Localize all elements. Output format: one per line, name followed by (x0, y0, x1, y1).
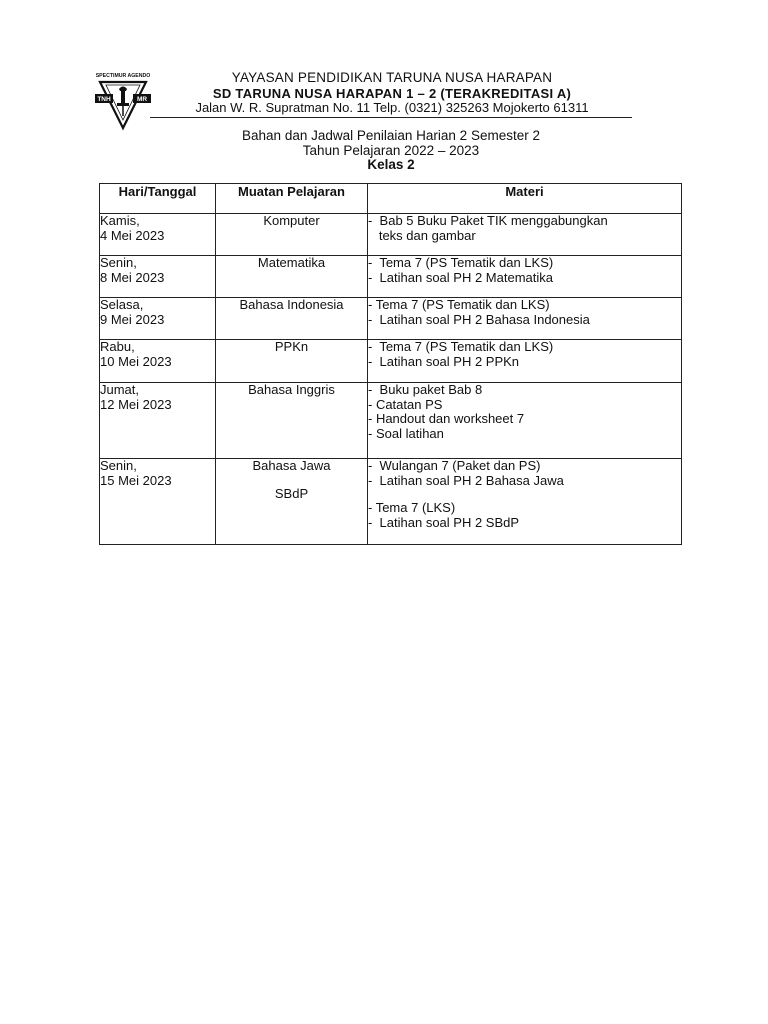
day-date-cell (100, 383, 216, 459)
day-date-cell (100, 298, 216, 340)
materi-item: - Catatan PS (368, 396, 443, 412)
materi-item: - Latihan soal PH 2 PPKn (368, 353, 520, 369)
school-name: SD TARUNA NUSA HARAPAN 1 – 2 (TERAKREDITASI A) (212, 86, 572, 101)
day-date-cell (100, 340, 216, 383)
materi-item: - Handout dan worksheet 7 (368, 411, 525, 426)
materi-item: teks dan gambar (368, 227, 476, 243)
day-name: Senin, (100, 458, 137, 473)
materi-item: - Tema 7 (PS Tematik dan LKS) (368, 297, 550, 312)
subject-name: SBdP (274, 485, 309, 501)
class-label: Kelas 2 (367, 157, 415, 172)
day-date-cell (100, 256, 216, 298)
school-address: Jalan W. R. Supratman No. 11 Telp. (0321) 325263 Mojokerto 61311 (195, 100, 589, 115)
subject-cell: PPKn (216, 340, 368, 383)
date: 8 Mei 2023 (100, 269, 165, 285)
table-row (100, 340, 682, 383)
materi-cell (368, 214, 682, 256)
materi-item: - Tema 7 (PS Tematik dan LKS) (368, 339, 554, 354)
header-subject: Muatan Pelajaran (216, 184, 368, 214)
materi-cell (368, 298, 682, 340)
header-materi: Materi (368, 184, 682, 214)
table-row (100, 383, 682, 459)
materi-item: - Latihan soal PH 2 Bahasa Indonesia (368, 311, 590, 327)
day-name: Jumat, (100, 382, 140, 397)
materi-item: - Tema 7 (PS Tematik dan LKS) (368, 255, 554, 270)
table-header-row (100, 184, 682, 214)
school-logo (92, 70, 154, 132)
day-name: Rabu, (100, 339, 135, 354)
materi-item: - Tema 7 (LKS) (368, 500, 456, 515)
day-date-cell (100, 214, 216, 256)
document-title: Bahan dan Jadwal Penilaian Harian 2 Semester 2 (242, 128, 540, 143)
materi-item: - Buku paket Bab 8 (368, 382, 483, 397)
subject-cell: Bahasa Inggris (216, 383, 368, 459)
materi-cell (368, 383, 682, 459)
materi-cell (368, 340, 682, 383)
logo-motto: SPECTIMUR AGENDO (95, 73, 151, 79)
table-row (100, 459, 682, 545)
date: 4 Mei 2023 (100, 227, 165, 243)
date: 9 Mei 2023 (100, 311, 165, 327)
subject-cell: Komputer (216, 214, 368, 256)
academic-year: Tahun Pelajaran 2022 – 2023 (302, 143, 480, 158)
date: 10 Mei 2023 (100, 353, 172, 369)
header-divider (150, 117, 632, 118)
materi-item: - Wulangan 7 (Paket dan PS) (368, 458, 541, 473)
day-name: Kamis, (100, 213, 140, 228)
materi-item: - Latihan soal PH 2 Bahasa Jawa (368, 472, 564, 488)
materi-cell (368, 256, 682, 298)
subject-cell (216, 459, 368, 545)
logo-left-text: TNH (97, 96, 111, 103)
logo-right-text: MR (136, 96, 148, 103)
spacer (216, 474, 367, 487)
date: 15 Mei 2023 (100, 472, 172, 488)
materi-item: - Latihan soal PH 2 SBdP (368, 514, 520, 530)
subject-cell: Matematika (216, 256, 368, 298)
materi-item: - Bab 5 Buku Paket TIK menggabungkan (368, 213, 608, 228)
header-day-date: Hari/Tanggal (100, 184, 216, 214)
day-name: Senin, (100, 255, 137, 270)
date: 12 Mei 2023 (100, 396, 172, 412)
subject-cell: Bahasa Indonesia (216, 298, 368, 340)
foundation-name: YAYASAN PENDIDIKAN TARUNA NUSA HARAPAN (231, 70, 553, 85)
materi-item: - Soal latihan (368, 425, 444, 441)
table-row (100, 298, 682, 340)
materi-item: - Latihan soal PH 2 Matematika (368, 269, 553, 285)
table-row (100, 256, 682, 298)
schedule-table (99, 183, 682, 545)
subject-name: Bahasa Jawa (252, 458, 331, 473)
materi-cell (368, 459, 682, 545)
day-date-cell (100, 459, 216, 545)
table-row (100, 214, 682, 256)
day-name: Selasa, (100, 297, 144, 312)
